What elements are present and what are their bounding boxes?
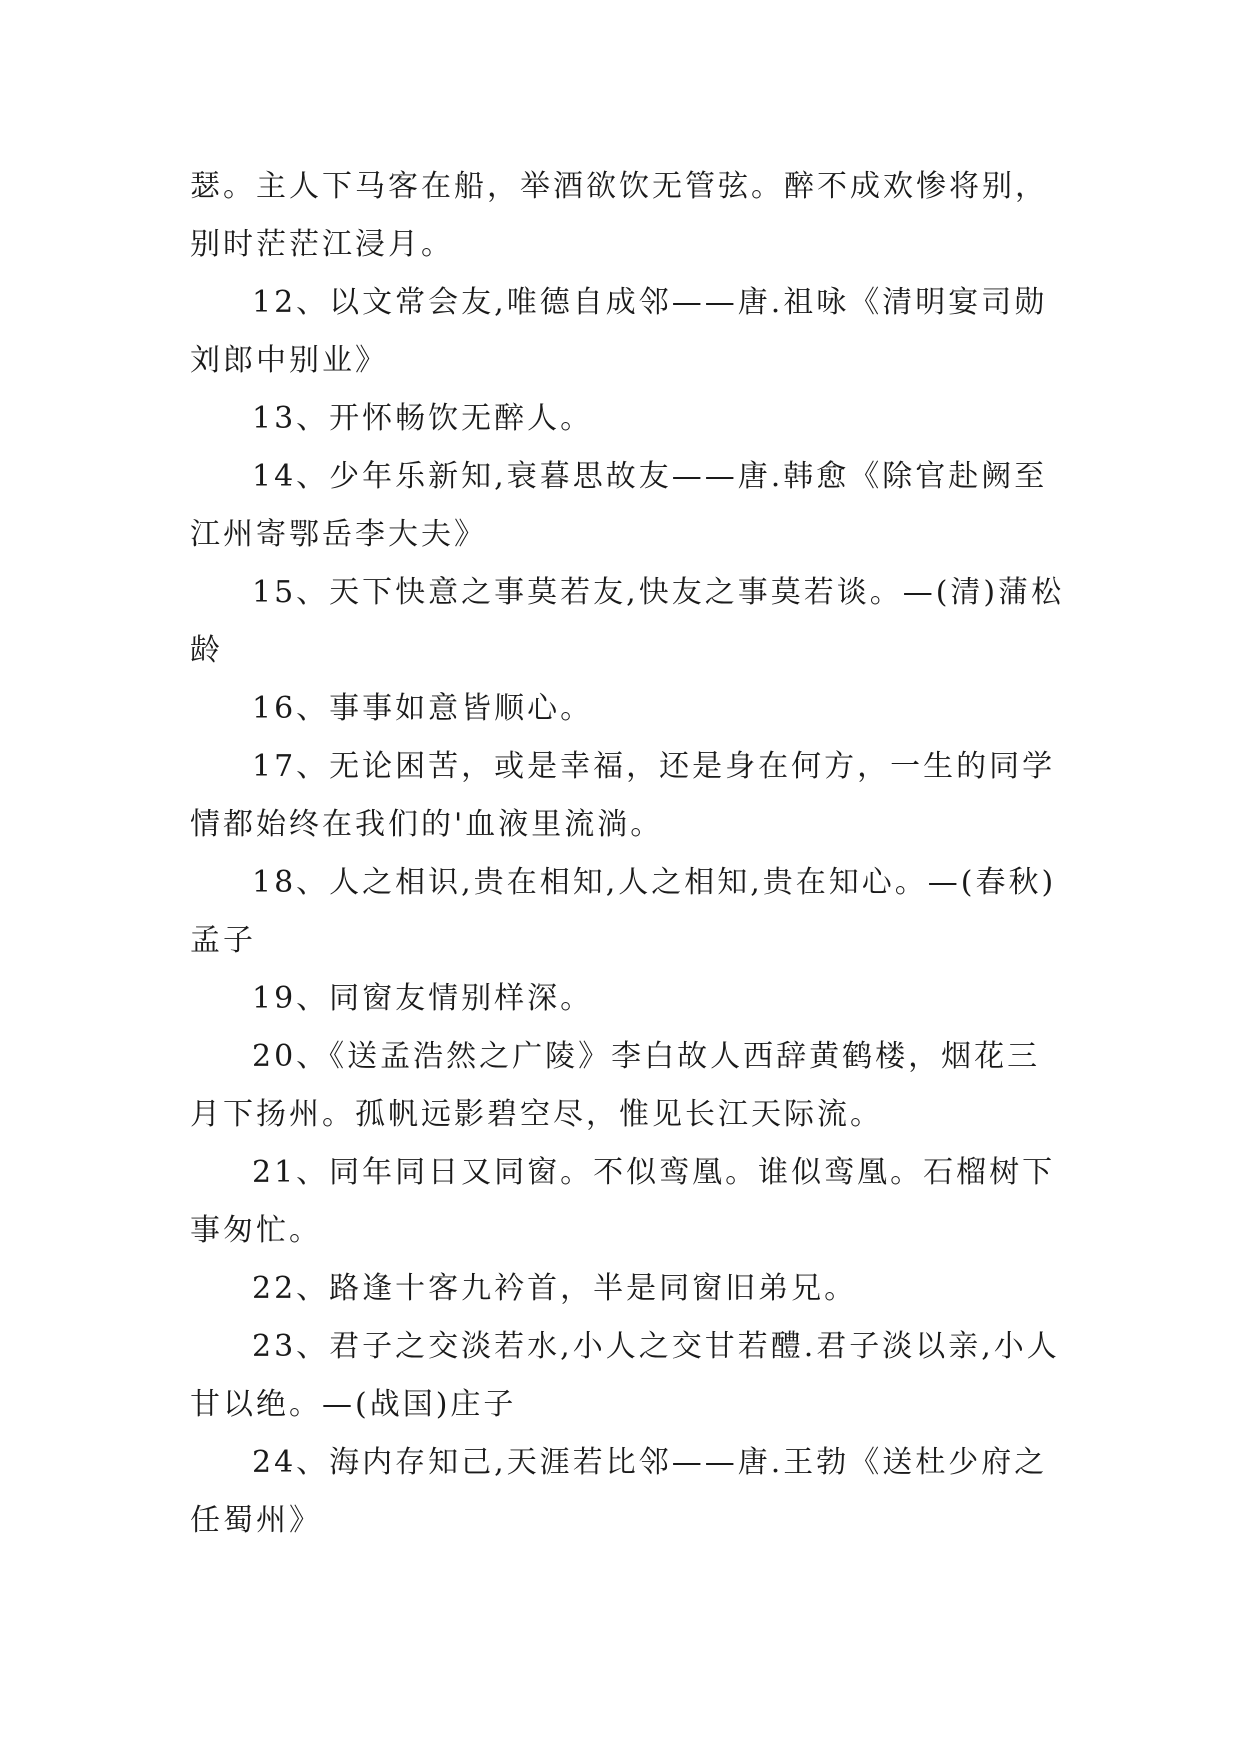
paragraph: 14、少年乐新知,衰暮思故友——唐.韩愈《除官赴阙至江州寄鄂岳李大夫》: [190, 459, 1048, 552]
paragraph: 18、人之相识,贵在相知,人之相知,贵在知心。—(春秋)孟子: [190, 865, 1057, 958]
paragraph: 24、海内存知己,天涯若比邻——唐.王勃《送杜少府之任蜀州》: [190, 1445, 1048, 1538]
paragraph: 22、路逢十客九衿首，半是同窗旧弟兄。: [252, 1271, 858, 1306]
paragraph: 13、开怀畅饮无醉人。: [252, 401, 594, 436]
paragraph: 23、君子之交淡若水,小人之交甘若醴.君子淡以亲,小人甘以绝。—(战国)庄子: [190, 1329, 1060, 1422]
paragraph: 12、以文常会友,唯德自成邻——唐.祖咏《清明宴司勋刘郎中别业》: [190, 285, 1048, 378]
paragraph: 16、事事如意皆顺心。: [252, 691, 594, 726]
paragraph: 瑟。主人下马客在船，举酒欲饮无管弦。醉不成欢惨将别，别时茫茫江浸月。: [190, 169, 1048, 262]
paragraph: 20、《送孟浩然之广陵》李白故人西辞黄鹤楼，烟花三月下扬州。孤帆远影碧空尽，惟见长江天际流。: [190, 1039, 1041, 1132]
paragraph: 19、同窗友情别样深。: [252, 981, 594, 1016]
paragraph: 15、天下快意之事莫若友,快友之事莫若谈。—(清)蒲松龄: [190, 575, 1065, 668]
body-text: [190, 158, 1070, 1550]
paragraph: 21、同年同日又同窗。不似鸾凰。谁似鸾凰。石榴树下事匆忙。: [190, 1155, 1056, 1248]
paragraph: 17、无论困苦，或是幸福，还是身在何方，一生的同学情都始终在我们的'血液里流淌。: [190, 749, 1056, 842]
